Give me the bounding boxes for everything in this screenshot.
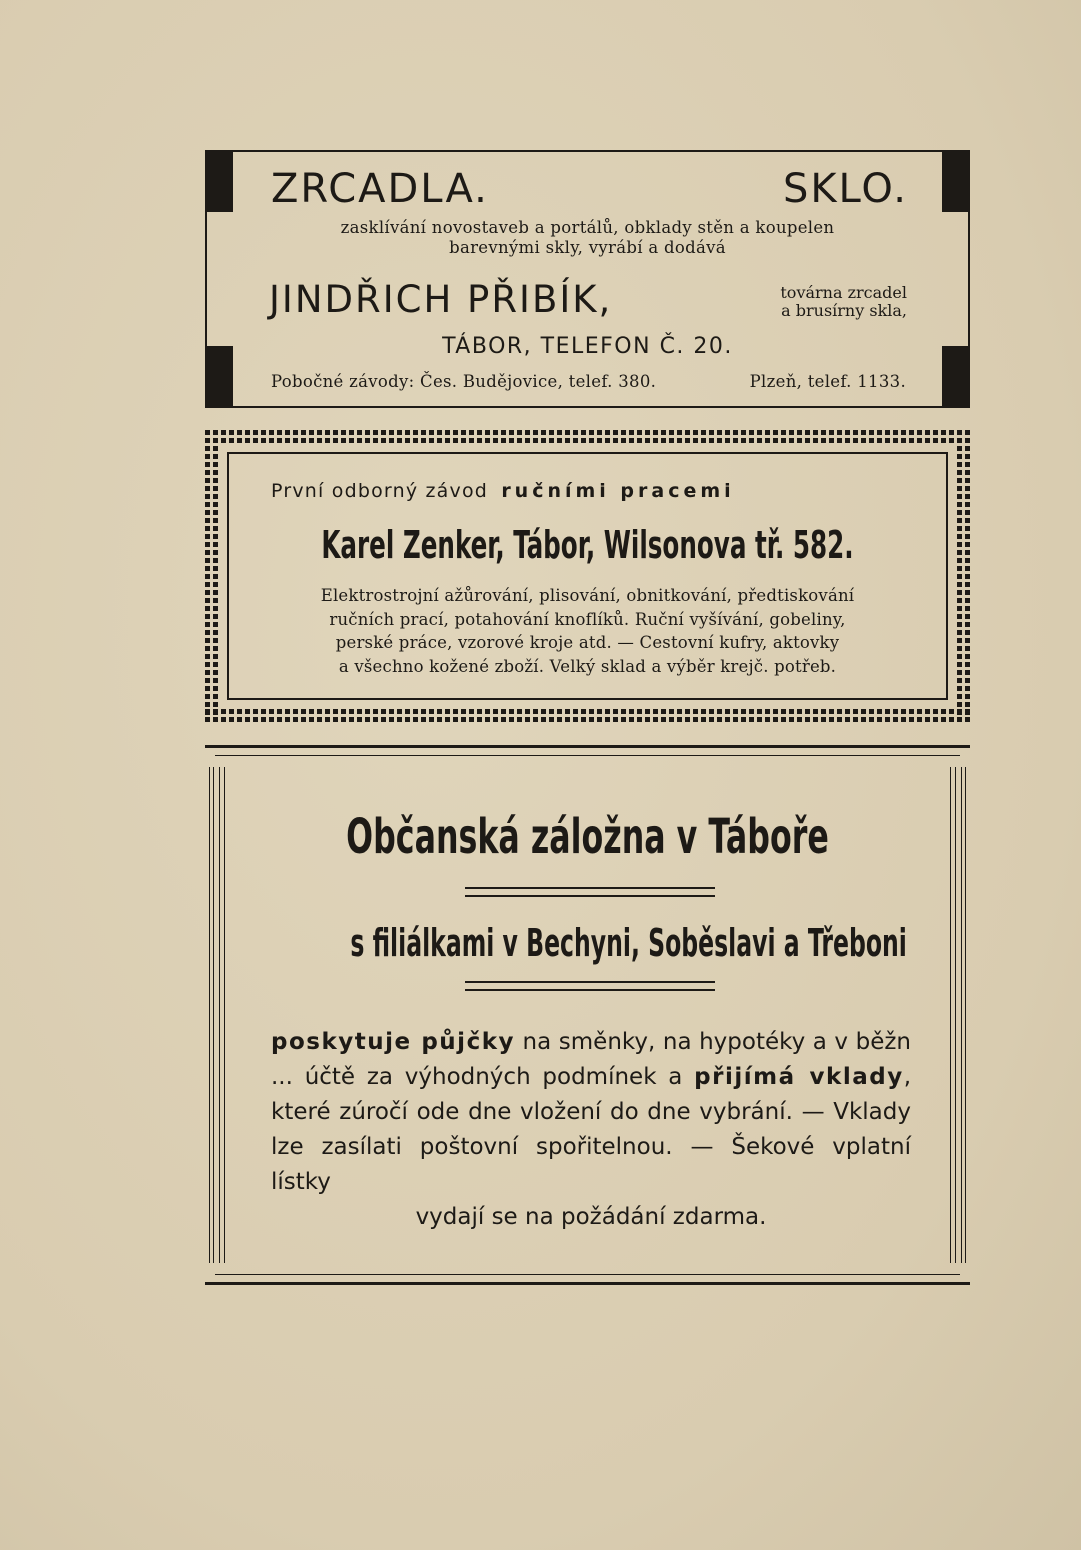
dotted-border <box>205 430 970 435</box>
dotted-border <box>205 438 970 443</box>
ad1-description-line: zasklívání novostaveb a portálů, obklady stěn a koupelen <box>340 218 835 237</box>
ad1-heading-left: ZRCADLA. <box>271 166 489 212</box>
ad1-company-type <box>752 284 907 320</box>
ad2-services-line: Elektrostrojní ažůrování, plisování, obnitkování, předtiskování <box>320 586 855 605</box>
ad3-divider <box>465 981 715 991</box>
ad1-company-type-line: a brusírny skla, <box>781 301 907 320</box>
ad1-description-line: barevnými skly, vyrábí a dodává <box>449 238 726 257</box>
frame-line <box>213 767 214 1263</box>
ad3-title: Občanská záložna v Táboře <box>346 809 829 865</box>
ad2-tagline-bold: ručními pracemi <box>501 480 735 502</box>
ad3-body-text: na směnky, na hypotéky a v běžn ... účtě za výhodných podmínek a <box>271 1029 911 1090</box>
ad-mirrors-glass <box>205 150 970 408</box>
frame-line <box>224 767 225 1263</box>
frame-line <box>950 767 951 1263</box>
frame-line <box>219 767 220 1263</box>
ad1-company-name: JINDŘICH PŘIBÍK, <box>269 278 613 321</box>
dotted-border <box>205 717 970 722</box>
ad3-subtitle: s filiálkami v Bechyni, Soběslavi a Třeboni <box>350 921 907 965</box>
ad3-body-last-line: vydají se na požádání zdarma. <box>415 1204 767 1230</box>
ad2-services-line: perské práce, vzorové kroje atd. — Cestovní kufry, aktovky <box>335 633 840 652</box>
ad3-bold-deposits: přijímá vklady <box>694 1064 904 1090</box>
dotted-border <box>205 430 210 722</box>
ad1-heading-right: SKLO. <box>782 166 908 212</box>
dotted-border <box>213 430 218 722</box>
dotted-border <box>205 709 970 714</box>
ad1-company-type-line: továrna zrcadel <box>780 283 907 302</box>
ad-savings-bank <box>205 745 970 1285</box>
dotted-border <box>965 430 970 722</box>
ad1-branches-left: Pobočné závody: Čes. Budějovice, telef. 380. <box>271 372 657 391</box>
frame-line <box>209 767 210 1263</box>
ad3-body <box>271 1025 911 1235</box>
ad1-branches-right: Plzeň, telef. 1133. <box>749 372 906 391</box>
ad1-name-row <box>207 278 968 328</box>
ad1-heading <box>207 166 968 212</box>
ad3-bold-loans: poskytuje půjčky <box>271 1029 515 1055</box>
ad1-city-phone: TÁBOR, TELEFON Č. 20. <box>442 334 733 359</box>
frame-line <box>965 767 966 1263</box>
ad2-company-name: Karel Zenker, Tábor, Wilsonova tř. 582. <box>321 523 854 567</box>
frame-line <box>961 767 962 1263</box>
frame-line <box>955 767 956 1263</box>
ad2-tagline-prefix: První odborný závod <box>271 480 489 502</box>
dotted-border <box>957 430 962 722</box>
ad2-services-line: ručních prací, potahování knoflíků. Ruční vyšívání, gobeliny, <box>329 609 846 629</box>
ad3-body-text: , které zúročí ode dne vložení do dne vybrání. — Vklady lze zasílati poštovní spořitelnou. — Šekové vplatní lístky <box>271 1064 912 1195</box>
ad2-services-line: a všechno kožené zboží. Velký sklad a výběr krejč. potřeb. <box>338 656 837 676</box>
ad3-divider <box>465 887 715 897</box>
ad-handwork-zenker <box>205 430 970 722</box>
ad2-tagline <box>271 480 970 502</box>
ad1-description <box>207 218 968 258</box>
ad2-services <box>205 584 970 678</box>
